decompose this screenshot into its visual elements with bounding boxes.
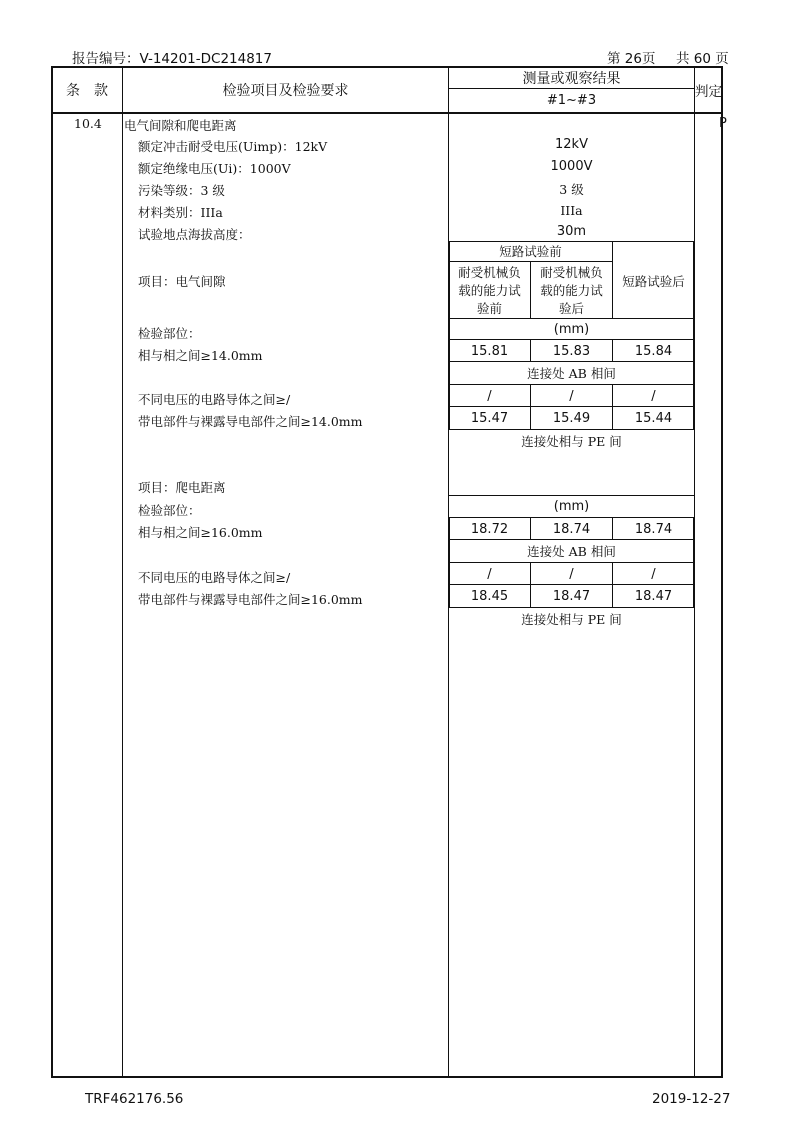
clearance-phase-to-phase-label: 相与相之间≥14.0mm — [138, 348, 263, 363]
column-divider-verdict — [694, 67, 695, 1077]
param-value: 3 级 — [559, 181, 584, 197]
param-label: 材料类别：IIIa — [138, 205, 223, 220]
after-short-circuit-header: 短路试验后 — [622, 273, 685, 289]
param-label: 额定冲击耐受电压(Uimp)：12kV — [138, 139, 328, 154]
value-cell: / — [487, 388, 492, 404]
value-cell: 18.72 — [470, 521, 509, 537]
creepage-position-label: 检验部位： — [138, 503, 201, 518]
param-label: 额定绝缘电压(Ui)：1000V — [138, 161, 291, 176]
param-value: 30m — [556, 224, 587, 239]
value-cell: 15.83 — [552, 343, 591, 359]
value-cell: 18.45 — [470, 589, 509, 604]
result-header: 测量或观察结果 — [522, 70, 621, 87]
param-value: 12kV — [555, 137, 588, 152]
clause-number: 10.4 — [74, 116, 102, 131]
value-cell: / — [651, 566, 656, 582]
creepage-item-label: 项目：爬电距离 — [138, 480, 226, 495]
location-note: 连接处 AB 相间 — [527, 366, 616, 381]
clause-title: 电气间隙和爬电距离 — [124, 118, 237, 133]
param-label: 试验地点海拔高度： — [138, 227, 251, 242]
location-note: 连接处 AB 相间 — [527, 544, 616, 559]
clearance-item-label: 项目：电气间隙 — [138, 274, 226, 289]
value-cell: 15.84 — [634, 343, 673, 359]
value-cell: / — [569, 388, 574, 404]
column-divider-clause — [122, 67, 123, 1077]
requirement-header: 检验项目及检验要求 — [222, 82, 349, 99]
value-cell: / — [487, 566, 492, 582]
header-bottom-line — [52, 112, 722, 114]
report-number: 报告编号：V-14201-DC214817 — [72, 51, 272, 67]
value-cell: 18.74 — [634, 521, 673, 537]
param-label: 污染等级：3 级 — [138, 183, 225, 198]
location-note: 连接处相与 PE 间 — [521, 434, 622, 449]
value-cell: / — [569, 566, 574, 582]
page-total: 共 60 页 — [676, 51, 729, 67]
value-cell: 18.74 — [552, 521, 591, 537]
clause-header: 条 款 — [66, 82, 108, 99]
clearance-live-to-exposed-label: 带电部件与裸露导电部件之间≥14.0mm — [138, 414, 363, 429]
creepage-phase-to-phase-label: 相与相之间≥16.0mm — [138, 525, 263, 540]
before-mechanical-load-header: 耐受机械负 载的能力试 验前 — [458, 264, 521, 316]
value-cell: 15.81 — [470, 343, 509, 359]
value-cell: 15.49 — [552, 411, 591, 426]
location-note: 连接处相与 PE 间 — [521, 612, 622, 627]
report-date: 2019-12-27 — [652, 1091, 731, 1107]
value-cell: 15.47 — [470, 411, 509, 426]
clearance-position-label: 检验部位： — [138, 326, 201, 341]
before-short-circuit-header: 短路试验前 — [499, 244, 562, 259]
value-cell: 18.47 — [634, 589, 673, 604]
param-value: 1000V — [550, 159, 593, 174]
after-mechanical-load-header: 耐受机械负 载的能力试 验后 — [540, 264, 603, 316]
creepage-unit: (mm) — [553, 499, 590, 514]
value-cell: / — [651, 388, 656, 404]
creepage-different-voltage-label: 不同电压的电路导体之间≥/ — [138, 570, 291, 585]
value-cell: 18.47 — [552, 589, 591, 604]
clearance-different-voltage-label: 不同电压的电路导体之间≥/ — [138, 392, 291, 407]
value-cell: 15.44 — [634, 411, 673, 426]
samples-header: #1~#3 — [546, 93, 597, 108]
clause-verdict: P — [719, 116, 727, 131]
clearance-unit: (mm) — [553, 321, 590, 337]
verdict-header: 判定 — [695, 83, 722, 100]
param-value: IIIa — [560, 203, 583, 218]
form-number: TRF462176.56 — [85, 1091, 184, 1107]
creepage-live-to-exposed-label: 带电部件与裸露导电部件之间≥16.0mm — [138, 592, 363, 607]
page-number: 第 26页 — [607, 51, 656, 67]
